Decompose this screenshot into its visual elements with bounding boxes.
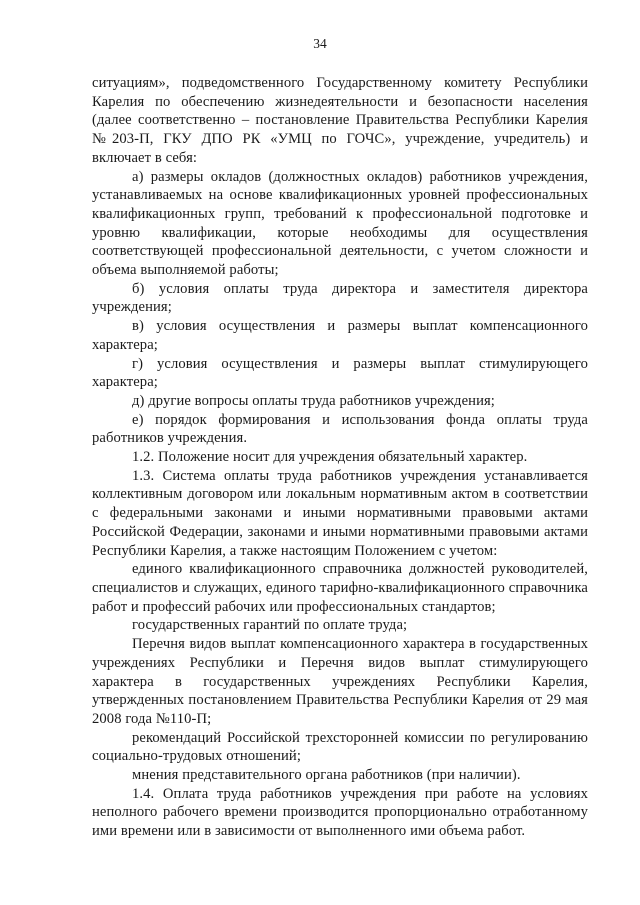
paragraph: мнения представительного органа работников (при наличии). bbox=[132, 767, 521, 784]
paragraph: а) размеры окладов (должностных окладов) работников учреждения, устанавливаемых на основе квалификационных уровней профессиональных квалификационных групп, требований к профессиональной подготовке и уровню квалификации, которые необходимы для осуществления соответствующей профессиональной деятельности, с учетом сложности и объема выполняемой работы; bbox=[92, 168, 588, 279]
paragraph: б) условия оплаты труда директора и заместителя директора учреждения; bbox=[92, 280, 588, 316]
paragraph: г) условия осуществления и размеры выплат стимулирующего характера; bbox=[92, 355, 588, 391]
paragraph: д) другие вопросы оплаты труда работников учреждения; bbox=[132, 392, 495, 409]
paragraph: 1.4. Оплата труда работников учреждения при работе на условиях неполного рабочего времени производится пропорционально отработанному ими времени или в зависимости от выполненного ими объема работ. bbox=[92, 785, 588, 840]
document-body bbox=[92, 74, 588, 841]
paragraph: ситуациям», подведомственного Государственному комитету Республики Карелия по обеспечению жизнедеятельности и безопасности населения (далее соответственно – постановление Правительства Республики Карелия №203-П, ГКУ ДПО РК «УМЦ по ГОЧС», учреждение, учредитель) и включает в себя: bbox=[92, 75, 588, 166]
paragraph: 1.2. Положение носит для учреждения обязательный характер. bbox=[132, 449, 528, 466]
paragraph: е) порядок формирования и использования фонда оплаты труда работников учреждения. bbox=[92, 411, 588, 447]
page-number: 34 bbox=[313, 36, 327, 51]
paragraph: единого квалификационного справочника должностей руководителей, специалистов и служащих, единого тарифно-квалификационного справочника работ и профессий рабочих или профессиональных стандартов; bbox=[92, 561, 588, 615]
paragraph: государственных гарантий по оплате труда; bbox=[132, 617, 408, 634]
paragraph: рекомендаций Российской трехсторонней комиссии по регулированию социально-трудовых отношений; bbox=[92, 729, 588, 765]
paragraph: Перечня видов выплат компенсационного характера в государственных учреждениях Республики и Перечня видов выплат стимулирующего характера в государственных учреждениях Республики Карелия, утвержденных постановлением Правительства Республики Карелия от 29 мая 2008 года №110-П; bbox=[92, 636, 588, 727]
paragraph: в) условия осуществления и размеры выплат компенсационного характера; bbox=[92, 318, 588, 353]
paragraph: 1.3. Система оплаты труда работников учреждения устанавливается коллективным договором или локальным нормативным актом в соответствии с федеральными законами и иными нормативными правовыми актами Российской Федерации, законами и иными нормативными правовыми актами Республики Карелия, а также настоящим Положением с учетом: bbox=[92, 467, 588, 559]
